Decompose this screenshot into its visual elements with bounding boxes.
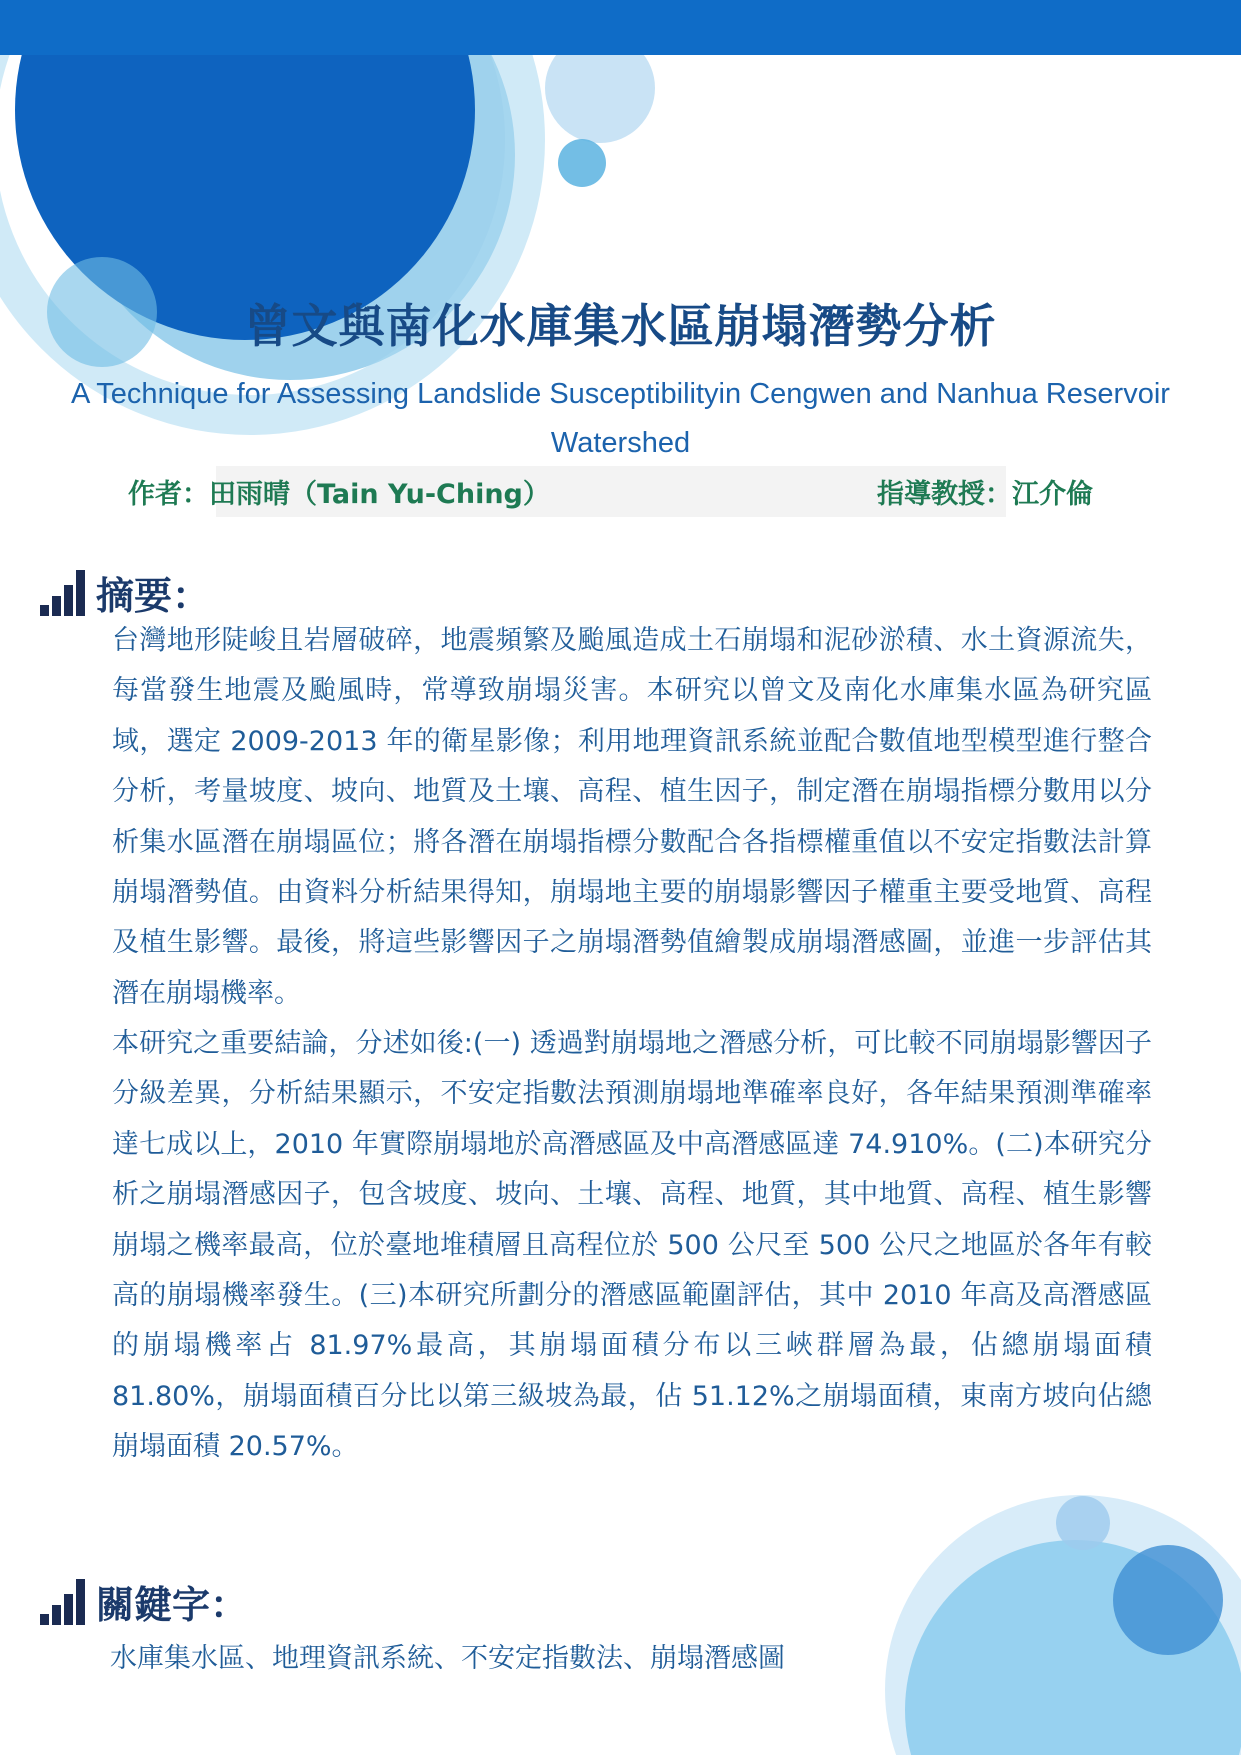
deco-circle-dot: [558, 139, 606, 187]
page-title: 曾文與南化水庫集水區崩塌潛勢分析: [244, 299, 997, 353]
abstract-title: 摘要：: [96, 574, 211, 618]
deco-circle-br-small: [1056, 1496, 1110, 1550]
author-name: 作者：田雨晴（Tain Yu-Ching）: [128, 479, 550, 510]
header-bar: [0, 0, 1241, 55]
advisor-name: 指導教授：江介倫: [877, 479, 1093, 510]
abstract-paragraph-2: 本研究之重要結論，分述如後:(一) 透過對崩塌地之潛感分析，可比較不同崩塌影響因子分級差異，分析結果顯示，不安定指數法預測崩塌地準確率良好，各年結果預測準確率達七成以上，2010 年實際崩塌地於高潛感區及中高潛感區達 74.910%。(二)本研究分析之崩塌潛感因子，包含坡度、坡向、土壤、高程、地質，其中地質、高程、植生影響崩塌之機率最高，位於臺地堆積層且高程位於 500 公尺至 500 公尺之地區於各年有較高的崩塌機率發生。(三)本研究所劃分的潛感區範圍評估，其中 2010 年高及高潛感區的崩塌機率占 81.97%最高，其崩塌面積分布以三峽群層為最，佔總崩塌面積 81.80%，崩塌面積百分比以第三級坡為最，佔 51.12%之崩塌面積，東南方坡向佔總崩塌面積 20.57%。: [112, 1028, 1152, 1463]
keywords-title: 關鍵字：: [96, 1583, 249, 1627]
abstract-heading: [40, 565, 210, 620]
abstract-paragraph-1: 台灣地形陡峻且岩層破碎，地震頻繁及颱風造成土石崩塌和泥砂淤積、水土資源流失，每當發生地震及颱風時，常導致崩塌災害。本研究以曾文及南化水庫集水區為研究區域，選定 2009-2013 年的衛星影像；利用地理資訊系統並配合數值地型模型進行整合分析，考量坡度、坡向、地質及土壤、高程、植生因子，制定潛在崩塌指標分數用以分析集水區潛在崩塌區位；將各潛在崩塌指標分數配合各指標權重值以不安定指數法計算崩塌潛勢值。由資料分析結果得知，崩塌地主要的崩塌影響因子權重主要受地質、高程及植生影響。最後，將這些影響因子之崩塌潛勢值繪製成崩塌潛感圖，並進一步評估其潛在崩塌機率。: [112, 625, 1152, 1009]
english-subtitle: A Technique for Assessing Landslide Susceptibilityin Cengwen and Nanhua Reservoir Watershed: [71, 378, 1170, 459]
deco-circle-br-dark: [1113, 1545, 1223, 1655]
bar-chart-icon: [40, 1579, 85, 1625]
bar-chart-icon: [40, 570, 85, 616]
keywords-text: 水庫集水區、地理資訊系統、不安定指數法、崩塌潛感圖: [110, 1643, 785, 1674]
keywords-heading: [40, 1574, 248, 1629]
